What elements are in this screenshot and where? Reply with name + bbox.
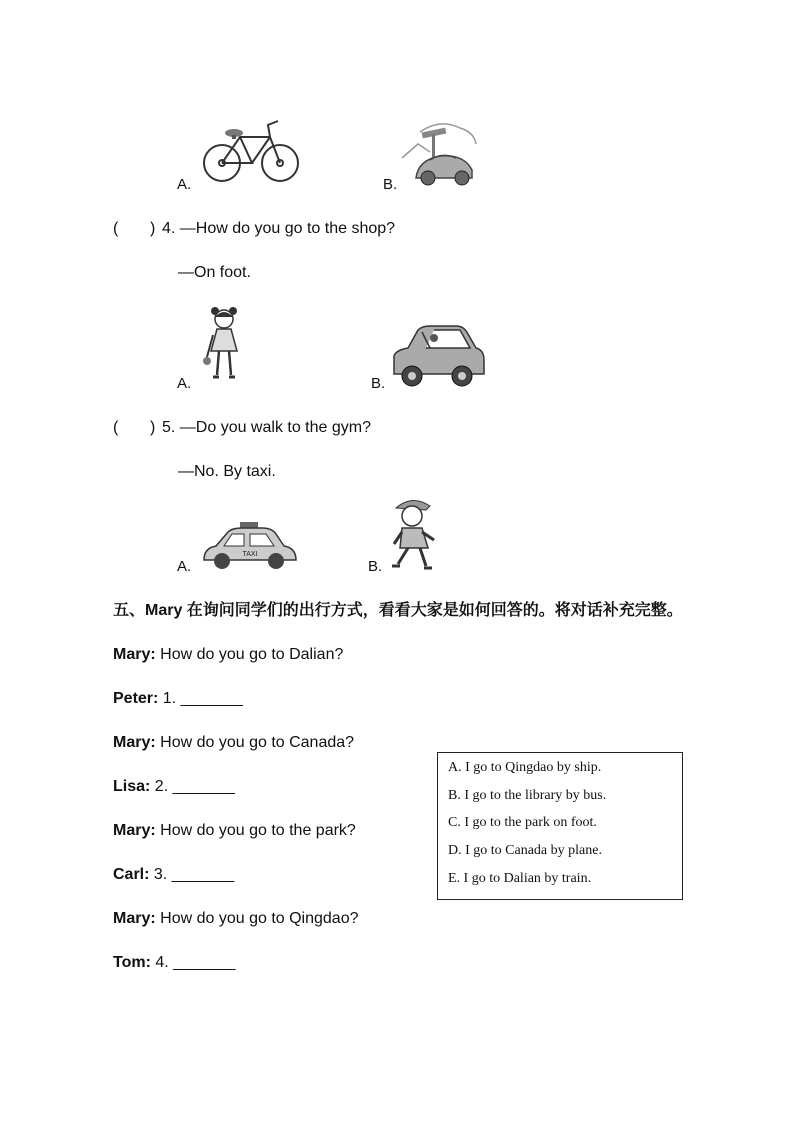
q3-option-a-label: A. xyxy=(177,176,192,193)
dialogue-line-7 xyxy=(113,909,359,929)
choice-d: D. I go to Canada by plane. xyxy=(448,843,602,858)
speaker-mary: Mary: xyxy=(113,734,156,751)
answer-blank-4: 4. _______ xyxy=(150,954,236,971)
q5-question: 5. —Do you walk to the gym? xyxy=(162,419,371,436)
dialogue-line-4 xyxy=(113,777,235,797)
answer-blank-3: 3. _______ xyxy=(149,866,234,883)
speaker-peter: Peter: xyxy=(113,690,159,707)
choice-e: E. I go to Dalian by train. xyxy=(448,871,592,886)
choice-a: A. I go to Qingdao by ship. xyxy=(448,760,602,775)
choices-box xyxy=(437,752,683,900)
line-text: How do you go to Qingdao? xyxy=(155,910,359,927)
dialogue-line-5 xyxy=(113,821,356,841)
dialogue-line-6 xyxy=(113,865,234,885)
answer-blank-1: 1. _______ xyxy=(158,690,243,707)
walking-boy-icon xyxy=(386,496,440,572)
q5-option-b-label: B. xyxy=(368,558,383,575)
q5-answer-paren-close: ) xyxy=(150,419,156,436)
taxi-sign: TAXI xyxy=(242,551,258,558)
speaker-mary: Mary: xyxy=(113,910,156,927)
q4-question: 4. —How do you go to the shop? xyxy=(162,220,396,237)
q5-answer: —No. By taxi. xyxy=(178,463,276,480)
q4-option-a-label: A. xyxy=(177,375,192,392)
line-text: How do you go to Canada? xyxy=(155,734,355,751)
q4-answer-paren-open: ( xyxy=(113,220,119,237)
q5-answer-paren-open: ( xyxy=(113,419,119,436)
answer-blank-2: 2. _______ xyxy=(150,778,235,795)
dialogue-line-3 xyxy=(113,733,354,753)
taxi-icon xyxy=(202,520,298,570)
speaker-lisa: Lisa: xyxy=(113,778,151,795)
section5-title: 五、Mary 在询问同学们的出行方式，看看大家是如何回答的。将对话补充完整。 xyxy=(113,602,683,619)
walking-girl-icon xyxy=(203,305,245,385)
speaker-carl: Carl: xyxy=(113,866,150,883)
q3-option-b-label: B. xyxy=(383,176,398,193)
q4-answer: —On foot. xyxy=(178,264,251,281)
dialogue-line-2 xyxy=(113,689,243,709)
q5-option-a-label: A. xyxy=(177,558,192,575)
bicycle-icon xyxy=(200,115,302,187)
speaker-mary: Mary: xyxy=(113,822,156,839)
q4-option-b-label: B. xyxy=(371,375,386,392)
speaker-tom: Tom: xyxy=(113,954,151,971)
speaker-mary: Mary: xyxy=(113,646,156,663)
dialogue-line-8 xyxy=(113,953,235,973)
choice-c: C. I go to the park on foot. xyxy=(448,815,597,830)
line-text: How do you go to Dalian? xyxy=(155,646,344,663)
car-icon xyxy=(390,322,486,388)
choice-b: B. I go to the library by bus. xyxy=(448,788,607,803)
q4-answer-paren-close: ) xyxy=(150,220,156,237)
line-text: How do you go to the park? xyxy=(155,822,356,839)
car-drive-scene-icon xyxy=(400,118,478,190)
dialogue-line-1 xyxy=(113,645,343,665)
